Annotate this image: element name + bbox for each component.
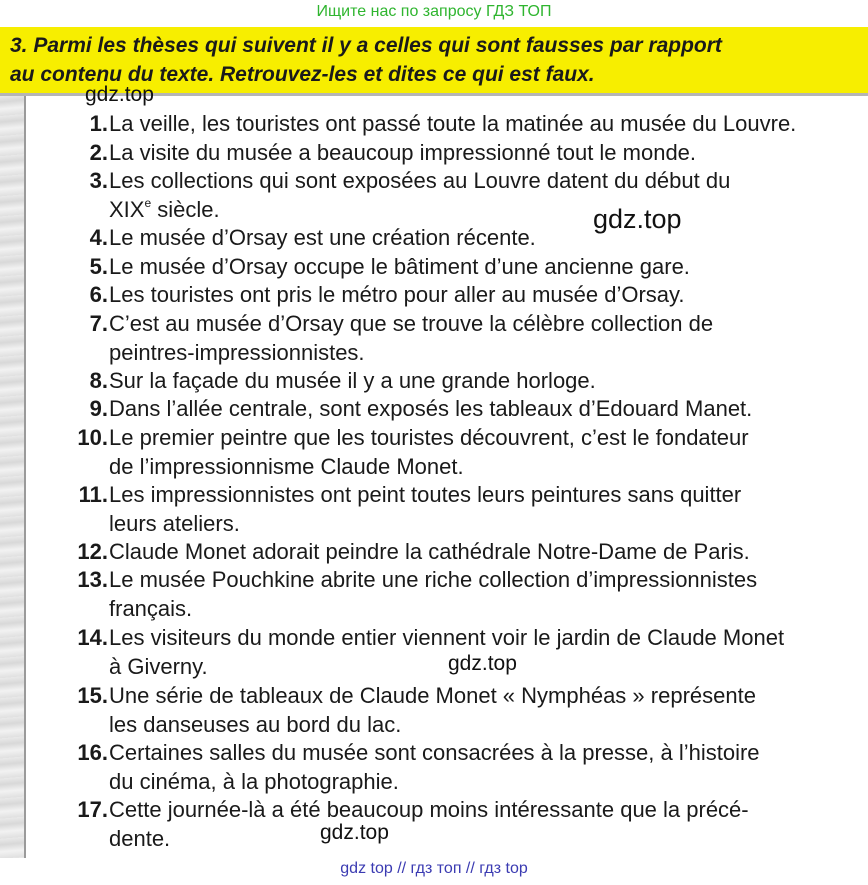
item-text: Le musée Pouchkine abrite une riche collection d’impressionnistes français. [109,567,758,621]
list-item [62,481,862,538]
item-text: Les collections qui sont exposées au Louvre datent du début du XIXe siècle. [109,168,731,222]
list-item [62,796,862,853]
item-text: Les visiteurs du monde entier viennent voir le jardin de Claude Monet à Giverny. [109,625,785,679]
list-item [62,253,862,282]
list-item [62,224,862,253]
item-number: 1. [89,111,108,136]
decorative-left-strip [0,96,26,858]
footer-watermark: gdz top // гдз топ // гдз top [340,860,528,877]
item-number: 5. [89,254,108,279]
item-text: Le musée d’Orsay est une création récente. [109,225,536,250]
list-item [62,424,862,481]
item-number: 17. [77,797,108,822]
list-item [62,367,862,396]
item-text: Certaines salles du musée sont consacrées à la presse, à l’histoire du cinéma, à la photographie. [109,740,760,794]
item-number: 10. [77,425,108,450]
item-text: Le musée d’Orsay occupe le bâtiment d’une ancienne gare. [109,254,690,279]
item-number: 9. [89,396,108,421]
superscript-e: e [144,195,152,210]
item-number: 11. [78,482,108,507]
item-number: 2. [89,140,108,165]
item-number: 15. [77,683,108,708]
item-text: C’est au musée d’Orsay que se trouve la célèbre collection de peintres-impressionnistes. [109,311,714,365]
item-text: Les touristes ont pris le métro pour aller au musée d’Orsay. [109,282,685,307]
header-line-1: 3. Parmi les thèses qui suivent il y a celles qui sont fausses par rapport [10,34,722,57]
item-text: Claude Monet adorait peindre la cathédrale Notre-Dame de Paris. [109,539,750,564]
item-text: Cette journée-là a été beaucoup moins intéressante que la précé- dente. [109,797,749,851]
list-item [62,538,862,567]
list-item [62,281,862,310]
watermark: gdz.top [448,652,517,675]
item-text: Sur la façade du musée il y a une grande horloge. [109,368,596,393]
item-number: 8. [89,368,108,393]
list-item [62,566,862,623]
watermark: gdz.top [320,821,389,844]
list-item [62,110,862,139]
item-number: 16. [77,740,108,765]
item-text: Les impressionnistes ont peint toutes leurs peintures sans quitter leurs ateliers. [109,482,742,536]
item-number: 7. [89,311,108,336]
item-number: 3. [89,168,108,193]
top-banner: Ищите нас по запросу ГДЗ ТОП [316,3,552,20]
item-text: Dans l’allée centrale, sont exposés les tableaux d’Edouard Manet. [109,396,753,421]
list-item [62,167,862,224]
watermark: gdz.top [85,83,154,106]
item-number: 6. [89,282,108,307]
item-text: La veille, les touristes ont passé toute la matinée au musée du Louvre. [109,111,797,136]
item-text: Le premier peintre que les touristes découvrent, c’est le fondateur de l’impressionnisme Claude Monet. [109,425,749,479]
list-item [62,310,862,367]
header-line-2: au contenu du texte. Retrouvez-les et dites ce qui est faux. [10,63,595,86]
item-text: Une série de tableaux de Claude Monet « Nymphéas » représente les danseuses au bord du lac. [109,683,756,737]
watermark: gdz.top [593,204,682,234]
item-number: 13. [77,567,108,592]
item-number: 4. [89,225,108,250]
list-item [62,682,862,739]
list-item [62,739,862,796]
item-text: La visite du musée a beaucoup impressionné tout le monde. [109,140,697,165]
item-number: 12. [77,539,108,564]
list-item [62,139,862,168]
item-number: 14. [77,625,108,650]
list-item [62,395,862,424]
